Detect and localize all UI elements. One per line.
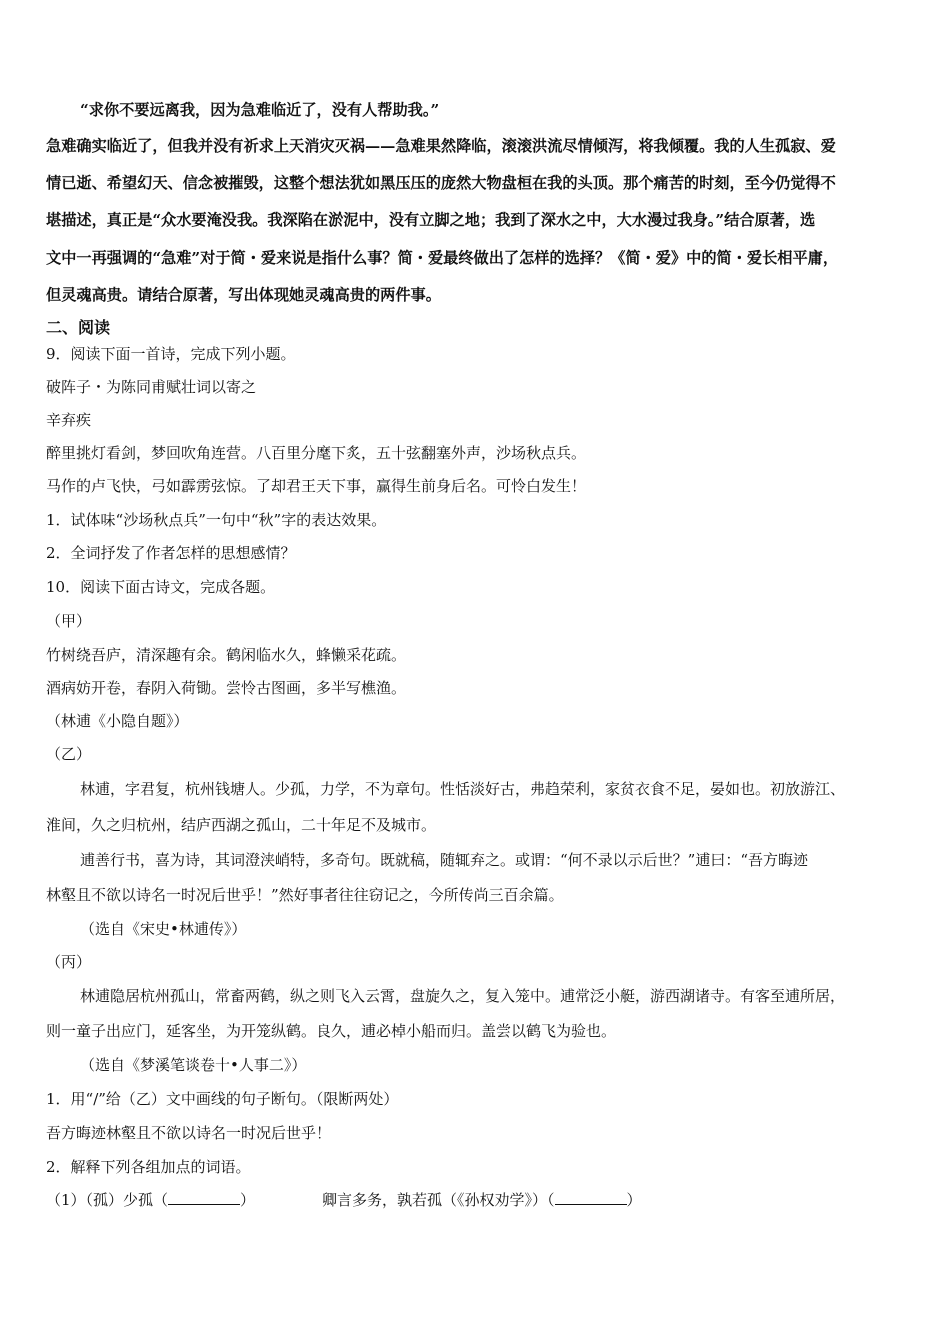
yi-text-line: 逋善行书，喜为诗，其词澄浃峭特，多奇句。既就稿，随辄弃之。或谓：“何不录以示后世？”逋曰：“吾方晦迹 — [80, 851, 809, 869]
bing-text-line: 则一童子出应门，延客坐，为开笼纵鹤。良久，逋必棹小船而归。盖尝以鹤飞为验也。 — [46, 1022, 617, 1040]
yi-source: （选自《宋史•林逋传》） — [80, 920, 247, 938]
q10-prompt: 10．阅读下面古诗文，完成各题。 — [46, 578, 276, 596]
q10-sub2-item1-b — [322, 1190, 642, 1210]
bing-text-line: 林逋隐居杭州孤山，常畜两鹤，纵之则飞入云霄，盘旋久之，复入笼中。逋常泛小艇，游西湖诸寺。有客至逋所居， — [80, 987, 846, 1005]
q10-sub1-prompt: 1．用“/”给（乙）文中画线的句子断句。（限断两处） — [46, 1090, 399, 1108]
poem-author: 辛弃疾 — [46, 411, 92, 429]
q9-sub-question: 2．全词抒发了作者怎样的思想感情？ — [46, 544, 296, 562]
yi-text-line: 林壑且不欲以诗名一时况后世乎！”然好事者往往窃记之，今所传尚三百余篇。 — [46, 886, 564, 904]
poem-title: 破阵子・为陈同甫赋壮词以寄之 — [46, 378, 257, 396]
q9-sub-question: 1．试体味“沙场秋点兵”一句中“秋”字的表达效果。 — [46, 511, 387, 529]
section-label-bing: （丙） — [46, 953, 92, 971]
answer-blank[interactable] — [555, 1190, 627, 1205]
item1-b-text: 卿言多务，孰若孤（《孙权劝学》）（ — [322, 1191, 555, 1209]
section-label-yi: （乙） — [46, 745, 92, 763]
q9-prompt: 9．阅读下面一首诗，完成下列小题。 — [46, 345, 296, 363]
q10-sub2-item1-a — [46, 1190, 255, 1210]
yi-text-line: 淮间，久之归杭州，结庐西湖之孤山，二十年足不及城市。 — [46, 816, 437, 834]
bing-source: （选自《梦溪笔谈卷十•人事二》） — [80, 1056, 307, 1074]
yi-text-line: 林逋，字君复，杭州钱塘人。少孤，力学，不为章句。性恬淡好古，弗趋荣利，家贫衣食不足，晏如也。初放游江、 — [80, 780, 846, 798]
item1-a-text: （1）（孤）少孤（ — [46, 1191, 169, 1209]
q10-sub1-sentence: 吾方晦迹林壑且不欲以诗名一时况后世乎！ — [46, 1124, 332, 1142]
q8-para-line: 文中一再强调的“急难”对于简・爱来说是指什么事？简・爱最终做出了怎样的选择？《简・爱》中的简・爱长相平庸， — [46, 249, 839, 267]
quote-line: “求你不要远离我，因为急难临近了，没有人帮助我。” — [80, 101, 440, 119]
q10-sub2-prompt: 2．解释下列各组加点的词语。 — [46, 1158, 251, 1176]
answer-blank[interactable] — [168, 1190, 240, 1205]
q8-para-line: 情已逝、希望幻天、信念被摧毁，这整个想法犹如黑压压的庞然大物盘桓在我的头顶。那个痛苦的时刻，至今仍觉得不 — [46, 174, 836, 192]
jia-source: （林逋《小隐自题》） — [46, 712, 189, 730]
q8-para-line: 堪描述，真正是“众水要淹没我。我深陷在淤泥中，没有立脚之地；我到了深水之中，大水漫过我身。”结合原著，选 — [46, 211, 816, 229]
q8-para-line: 急难确实临近了，但我并没有祈求上天消灾灭祸——急难果然降临，滚滚洪流尽情倾泻，将我倾覆。我的人生孤寂、爱 — [46, 137, 836, 155]
q8-para-line: 但灵魂高贵。请结合原著，写出体现她灵魂高贵的两件事。 — [46, 286, 441, 304]
item1-b-close: ） — [626, 1191, 642, 1209]
item1-a-close: ） — [240, 1191, 256, 1209]
section-heading: 二、阅读 — [46, 318, 111, 337]
poem-line: 马作的卢飞快，弓如霹雳弦惊。了却君王天下事，赢得生前身后名。可怜白发生！ — [46, 477, 587, 495]
section-label-jia: （甲） — [46, 612, 92, 630]
jia-poem-line: 竹树绕吾庐，清深趣有余。鹤闲临水久，蜂懒采花疏。 — [46, 646, 407, 664]
poem-line: 醉里挑灯看剑，梦回吹角连营。八百里分麾下炙，五十弦翻塞外声，沙场秋点兵。 — [46, 444, 587, 462]
jia-poem-line: 酒病妨开卷，春阴入荷锄。尝怜古图画，多半写樵渔。 — [46, 679, 407, 697]
